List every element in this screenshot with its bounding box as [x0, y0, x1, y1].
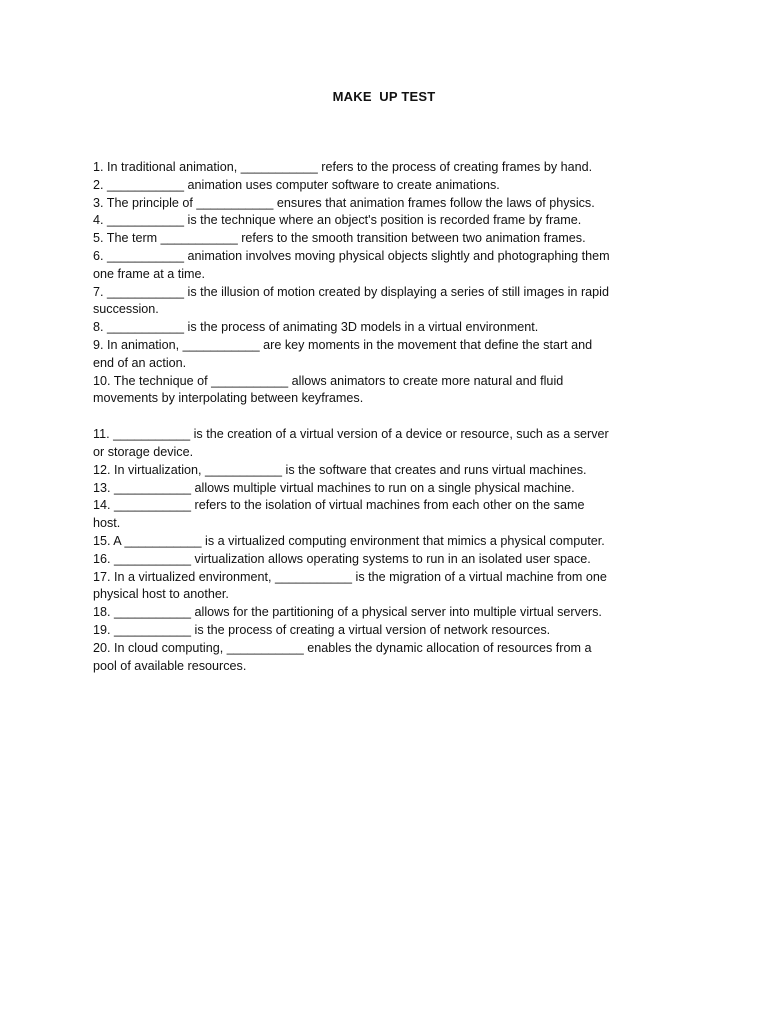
question-line: host. [93, 516, 121, 531]
question-line: one frame at a time. [93, 266, 205, 281]
question-line: 16. ___________ virtualization allows operating systems to run in an isolated user space. [93, 551, 591, 566]
page-title: MAKE UP TEST [332, 89, 436, 104]
question-line: 6. ___________ animation involves moving physical objects slightly and photographing them [93, 248, 610, 263]
question-line: 8. ___________ is the process of animating 3D models in a virtual environment. [93, 320, 539, 335]
question-line: 12. In virtualization, ___________ is the software that creates and runs virtual machines. [93, 462, 587, 477]
question-line: 15. A ___________ is a virtualized computing environment that mimics a physical computer. [93, 533, 605, 548]
question-line: 14. ___________ refers to the isolation of virtual machines from each other on the same [93, 498, 585, 513]
question-line: 18. ___________ allows for the partitioning of a physical server into multiple virtual servers. [93, 605, 602, 620]
question-line: 9. In animation, ___________ are key moments in the movement that define the start and [93, 337, 593, 352]
question-line: 13. ___________ allows multiple virtual machines to run on a single physical machine. [93, 480, 575, 495]
question-line: succession. [93, 302, 159, 317]
question-line: 11. ___________ is the creation of a virtual version of a device or resource, such as a server [93, 427, 609, 442]
question-line: 2. ___________ animation uses computer software to create animations. [93, 177, 500, 192]
question-line: 3. The principle of ___________ ensures that animation frames follow the laws of physics. [93, 195, 595, 210]
question-line: 7. ___________ is the illusion of motion created by displaying a series of still images in rapid [93, 284, 609, 299]
question-line: 4. ___________ is the technique where an object's position is recorded frame by frame. [93, 213, 582, 228]
question-line: 10. The technique of ___________ allows animators to create more natural and fluid [93, 373, 564, 388]
question-line: 20. In cloud computing, ___________ enables the dynamic allocation of resources from a [93, 640, 592, 655]
question-line: 1. In traditional animation, ___________ refers to the process of creating frames by hand. [93, 160, 593, 174]
question-line: movements by interpolating between keyframes. [93, 391, 364, 406]
question-line: 17. In a virtualized environment, ___________ is the migration of a virtual machine from one [93, 569, 607, 584]
question-line: 5. The term ___________ refers to the smooth transition between two animation frames. [93, 231, 586, 246]
question-list [93, 159, 683, 675]
question-line: physical host to another. [93, 587, 229, 602]
question-line: end of an action. [93, 355, 187, 370]
question-line: pool of available resources. [93, 658, 247, 673]
section-spacer [93, 408, 683, 426]
question-line: or storage device. [93, 444, 194, 459]
question-line: 19. ___________ is the process of creating a virtual version of network resources. [93, 622, 551, 637]
